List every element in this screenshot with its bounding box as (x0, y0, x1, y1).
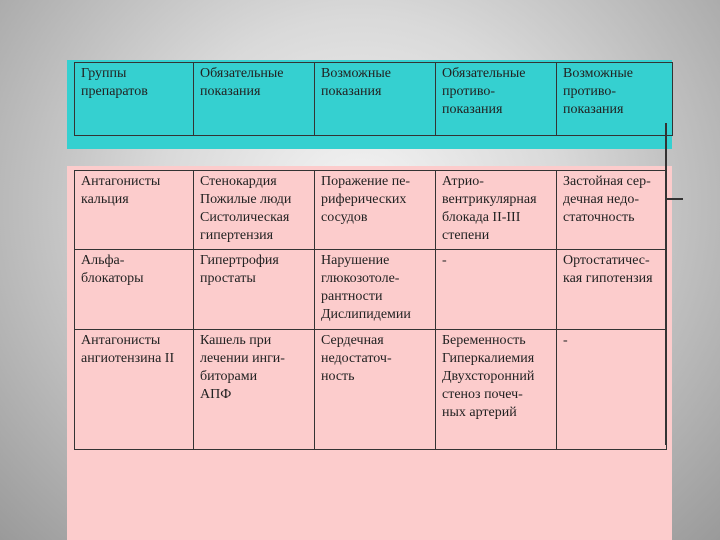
header-label: Группы препаратов (81, 66, 148, 99)
cell-group (75, 250, 194, 330)
header-label: Обязательные противо- показания (442, 66, 526, 117)
cell-text: Стенокардия Пожилые люди Систолическая гипертензия (200, 174, 292, 243)
cell-text: Антагонисты кальция (81, 174, 161, 207)
header-cell-possible (315, 63, 436, 136)
header-label: Возможные противо- показания (563, 66, 633, 117)
cell-text: Сердечная недостаточ- ность (321, 333, 392, 384)
cell-contra-required (436, 250, 557, 330)
cell-text: - (563, 333, 568, 348)
cell-text: Кашель при лечении инги- биторами АПФ (200, 333, 285, 402)
header-cell-required (194, 63, 315, 136)
cell-text: Нарушение глюкозотоле- рантности Дислипидемии (321, 253, 411, 322)
cell-text: Альфа- блокаторы (81, 253, 144, 286)
cell-contra-required (436, 171, 557, 250)
table-row (75, 171, 667, 250)
cell-text: Беременность Гиперкалиемия Двухсторонний стеноз почеч- ных артерий (442, 333, 535, 420)
table-row (75, 330, 667, 450)
cell-text: - (442, 253, 447, 268)
cell-contra-possible (557, 250, 667, 330)
header-label: Возможные показания (321, 66, 391, 99)
right-border-line (665, 123, 667, 445)
table-header (74, 62, 673, 136)
cell-text: Антагонисты ангиотензина II (81, 333, 175, 366)
border-tick-mark (667, 198, 683, 200)
cell-contra-required (436, 330, 557, 450)
cell-possible (315, 330, 436, 450)
cell-text: Поражение пе- риферических сосудов (321, 174, 411, 225)
cell-text: Гипертрофия простаты (200, 253, 279, 286)
table-row (75, 250, 667, 330)
cell-required (194, 330, 315, 450)
cell-group (75, 330, 194, 450)
table-body (74, 170, 667, 450)
cell-text: Атрио- вентрикулярная блокада II-III степени (442, 174, 537, 243)
cell-text: Ортостатичес- кая гипотензия (563, 253, 653, 286)
cell-contra-possible (557, 330, 667, 450)
header-cell-group (75, 63, 194, 136)
header-cell-contra-required (436, 63, 557, 136)
header-row (75, 63, 673, 136)
header-cell-contra-possible (557, 63, 673, 136)
header-label: Обязательные показания (200, 66, 284, 99)
cell-text: Застойная сер- дечная недо- статочность (563, 174, 651, 225)
cell-required (194, 171, 315, 250)
cell-possible (315, 250, 436, 330)
cell-required (194, 250, 315, 330)
cell-possible (315, 171, 436, 250)
cell-group (75, 171, 194, 250)
cell-contra-possible (557, 171, 667, 250)
